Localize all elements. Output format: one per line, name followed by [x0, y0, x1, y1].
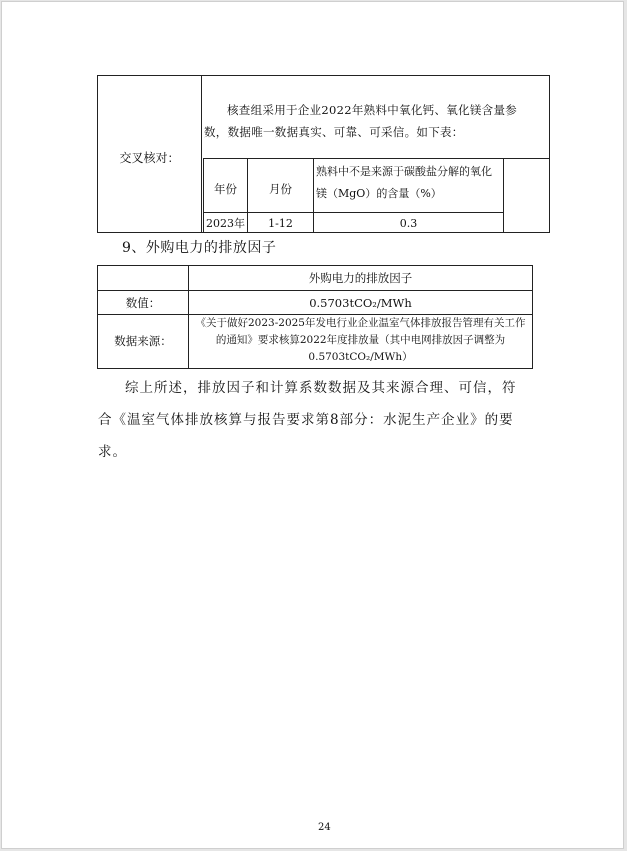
- crosscheck-paragraph: 核查组采用于企业2022年熟料中氧化钙、氧化镁含量参数，数据唯一数据真实、可靠、可采信。如下表：: [204, 103, 518, 139]
- inner-cell-year: 2023年: [206, 217, 245, 230]
- inner-cell-month: 1-12: [268, 217, 293, 230]
- page-number: 24: [318, 822, 331, 833]
- table2-header: 外购电力的排放因子: [308, 271, 413, 285]
- conclusion-paragraph: 综上所述，排放因子和计算系数数据及其来源合理、可信，符合《温室气体排放核算与报告要求第8部分：水泥生产企业》的要求。: [98, 380, 517, 460]
- inner-cell-mgo: 0.3: [399, 217, 418, 230]
- value-label: 数值：: [125, 296, 161, 310]
- section-heading: 9、外购电力的排放因子: [122, 240, 277, 256]
- value-cell: 0.5703tCO₂/MWh: [309, 296, 412, 310]
- source-label: 数据来源：: [114, 334, 172, 348]
- source-cell: 《关于做好2023-2025年发电行业企业温室气体排放报告管理有关工作的通知》要求核算2022年度排放量（其中电网排放因子调整为0.5703tCO₂/MWh）: [195, 317, 526, 363]
- inner-header-mgo: 熟料中不是来源于碳酸盐分解的氧化镁（MgO）的含量（%）: [316, 165, 492, 200]
- document-page: [1, 1, 624, 849]
- crosscheck-label: 交叉核对：: [119, 151, 180, 165]
- inner-header-year: 年份: [214, 182, 237, 196]
- inner-header-month: 月份: [269, 182, 292, 196]
